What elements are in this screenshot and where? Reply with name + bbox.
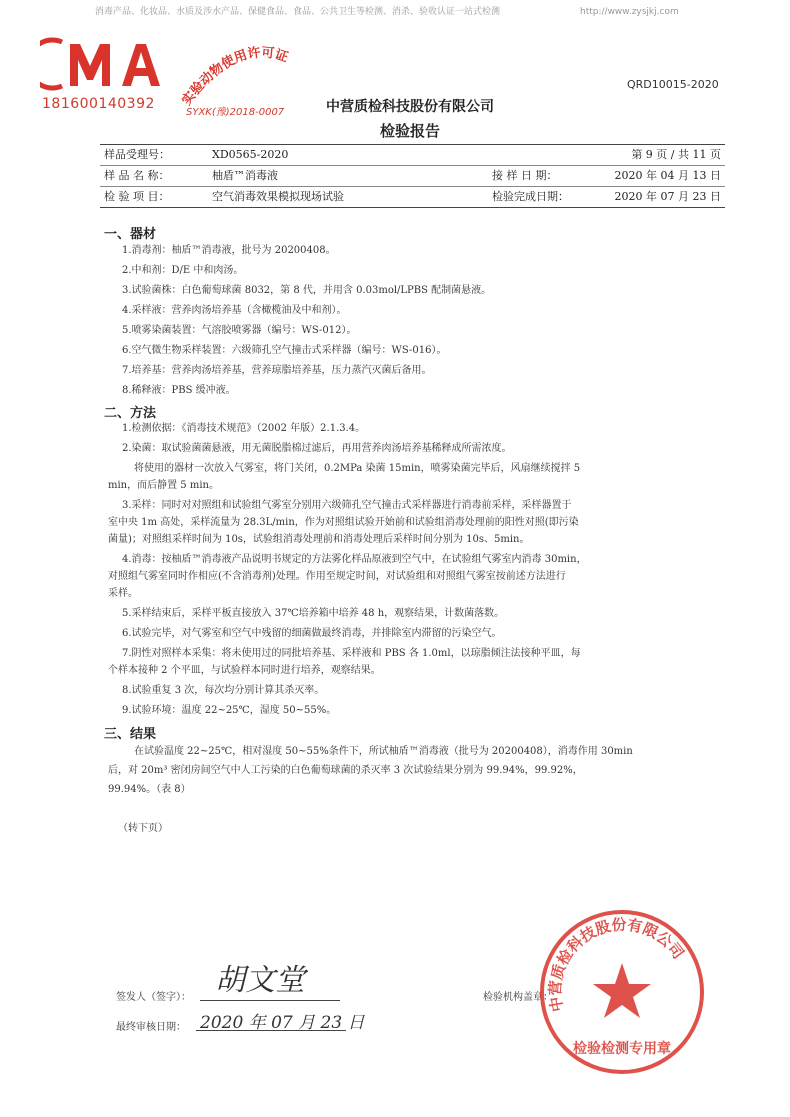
method-line: 8.试验重复 3 次，每次均分别计算其杀灭率。 (122, 685, 325, 696)
method-line: 1.检测依据：《消毒技术规范》（2002 年版）2.1.3.4。 (122, 423, 366, 434)
test-item-label: 检 验 项 目： (104, 190, 170, 203)
method-line: 2.染菌：取试验菌菌悬液，用无菌脱脂棉过滤后，再用营养肉汤培养基稀释成所需浓度。 (122, 443, 512, 454)
equipment-line: 1.消毒剂：柚盾™消毒液，批号为 20200408。 (122, 245, 336, 256)
page-indicator: 第 9 页 / 共 11 页 (631, 148, 721, 161)
report-info-table (100, 144, 725, 208)
signer-signature: 胡文堂 (215, 963, 305, 998)
date-line (196, 1030, 346, 1031)
result-line: 后，对 20m³ 密闭房间空气中人工污染的白色葡萄球菌的杀灭率 3 次试验结果分别为 99.94%，99.92%， (108, 765, 583, 776)
svg-text:检验检测专用章: 检验检测专用章 (573, 1041, 671, 1057)
report-title: 检验报告 (379, 122, 440, 140)
equipment-line: 8.稀释液：PBS 缓冲液。 (122, 385, 236, 396)
result-line: 在试验温度 22~25℃，相对湿度 50~55%条件下，所试柚盾™消毒液（批号为 20200408），消毒作用 30min (134, 746, 633, 757)
lab-license-number: SYXK(豫)2018-0007 (186, 107, 285, 118)
equipment-line: 4.采样液：营养肉汤培养基（含橄榄油及中和剂）。 (122, 305, 347, 316)
equipment-line: 7.培养基：营养肉汤培养基，营养琼脂培养基，压力蒸汽灭菌后备用。 (122, 365, 432, 376)
method-line: 9.试验环境：温度 22~25℃，湿度 50~55%。 (122, 705, 337, 716)
method-line: 室中央 1m 高处，采样流量为 28.3L/min，作为对照组试验开始前和试验组消毒处理前的阳性对照(即污染 (108, 517, 579, 528)
official-seal-stamp (535, 905, 710, 1080)
cma-number: 181600140392 (42, 96, 155, 112)
finished-date-label: 检验完成日期： (492, 190, 569, 203)
svg-text:中营质检科技股份有限公司: 中营质检科技股份有限公司 (546, 915, 688, 1014)
banner-url: http://www.zysjkj.com (580, 7, 679, 17)
test-item-value: 空气消毒效果模拟现场试验 (212, 190, 344, 203)
method-line: 个样本接种 2 个平皿，与试验样本同时进行培养，观察结果。 (108, 665, 381, 676)
sample-no-value: XD0565-2020 (212, 148, 289, 161)
info-row-sample-name (100, 166, 725, 187)
method-line: 4.消毒：按柚盾™消毒液产品说明书规定的方法雾化样品原液到空气中，在试验组气雾室内消毒 30min， (122, 554, 587, 565)
method-line: 将使用的器材一次放入气雾室，将门关闭，0.2MPa 染菌 15min，喷雾染菌完毕后，风扇继续搅拌 5 (134, 463, 581, 474)
method-line: 3.采样：同时对对照组和试验组气雾室分别用六级筛孔空气撞击式采样器进行消毒前采样，采样器置于 (122, 500, 572, 511)
finished-date-value: 2020 年 07 月 23 日 (614, 190, 721, 203)
signer-label: 签发人（签字）： (116, 992, 191, 1003)
sample-name-value: 柚盾™消毒液 (212, 169, 278, 182)
method-line: 7.阴性对照样本采集：将未使用过的同批培养基、采样液和 PBS 各 1.0ml，以琼脂倾注法接种平皿，每 (122, 648, 581, 659)
final-review-date-label: 最终审核日期： (116, 1022, 186, 1033)
company-name: 中营质检科技股份有限公司 (326, 99, 494, 115)
section-result-title: 三、结果 (104, 727, 157, 742)
result-line: 99.94%。（表 8） (108, 784, 191, 795)
equipment-line: 5.喷雾染菌装置：气溶胶喷雾器（编号：WS-012）。 (122, 325, 357, 336)
equipment-line: 6.空气微生物采样装置：六级筛孔空气撞击式采样器（编号：WS-016）。 (122, 345, 447, 356)
method-line: 6.试验完毕，对气雾室和空气中残留的细菌做最终消毒，并排除室内滞留的污染空气。 (122, 628, 502, 639)
section-equipment-title: 一、器材 (104, 227, 157, 242)
info-row-sample-no (100, 144, 725, 166)
method-line: 对照组气雾室同时作相应(不含消毒剂)处理。作用至规定时间，对试验组和对照组气雾室按前述方法进行 (108, 571, 566, 582)
method-line: 5.采样结束后，采样平板直接放入 37℃培养箱中培养 48 h，观察结果，计数菌落数。 (122, 608, 505, 619)
final-review-date: 2020 年 07 月 23 日 (200, 1013, 365, 1033)
document-number: QRD10015-2020 (627, 78, 719, 91)
method-line: 采样。 (108, 588, 138, 599)
top-banner (0, 0, 790, 24)
received-date-value: 2020 年 04 月 13 日 (614, 169, 721, 182)
method-line: min，而后静置 5 min。 (108, 480, 219, 491)
received-date-label: 接 样 日 期： (492, 169, 558, 182)
continued-note: （转下页） (118, 823, 168, 834)
svg-text:实验动物使用许可证: 实验动物使用许可证 (179, 45, 290, 109)
org-seal-label: 检验机构盖章： (483, 992, 553, 1003)
sample-name-label: 样 品 名 称： (104, 169, 170, 182)
info-row-test-item (100, 187, 725, 208)
sample-no-label: 样品受理号： (104, 148, 170, 161)
equipment-line: 3.试验菌株：白色葡萄球菌 8032，第 8 代，并用含 0.03mol/LPBS 配制菌悬液。 (122, 285, 492, 296)
section-method-title: 二、方法 (104, 406, 157, 421)
signature-line (200, 1000, 340, 1001)
equipment-line: 2.中和剂：D/E 中和肉汤。 (122, 265, 244, 276)
banner-services-text: 消毒产品、化妆品、水质及涉水产品、保健食品、食品、公共卫生等检测、消杀、验收认证一站式检测 (95, 7, 501, 17)
cma-logo-icon (40, 36, 170, 92)
method-line: 菌量)；对照组采样时间为 10s，试验组消毒处理前和消毒处理后采样时间分别为 10s、5min。 (108, 534, 530, 545)
